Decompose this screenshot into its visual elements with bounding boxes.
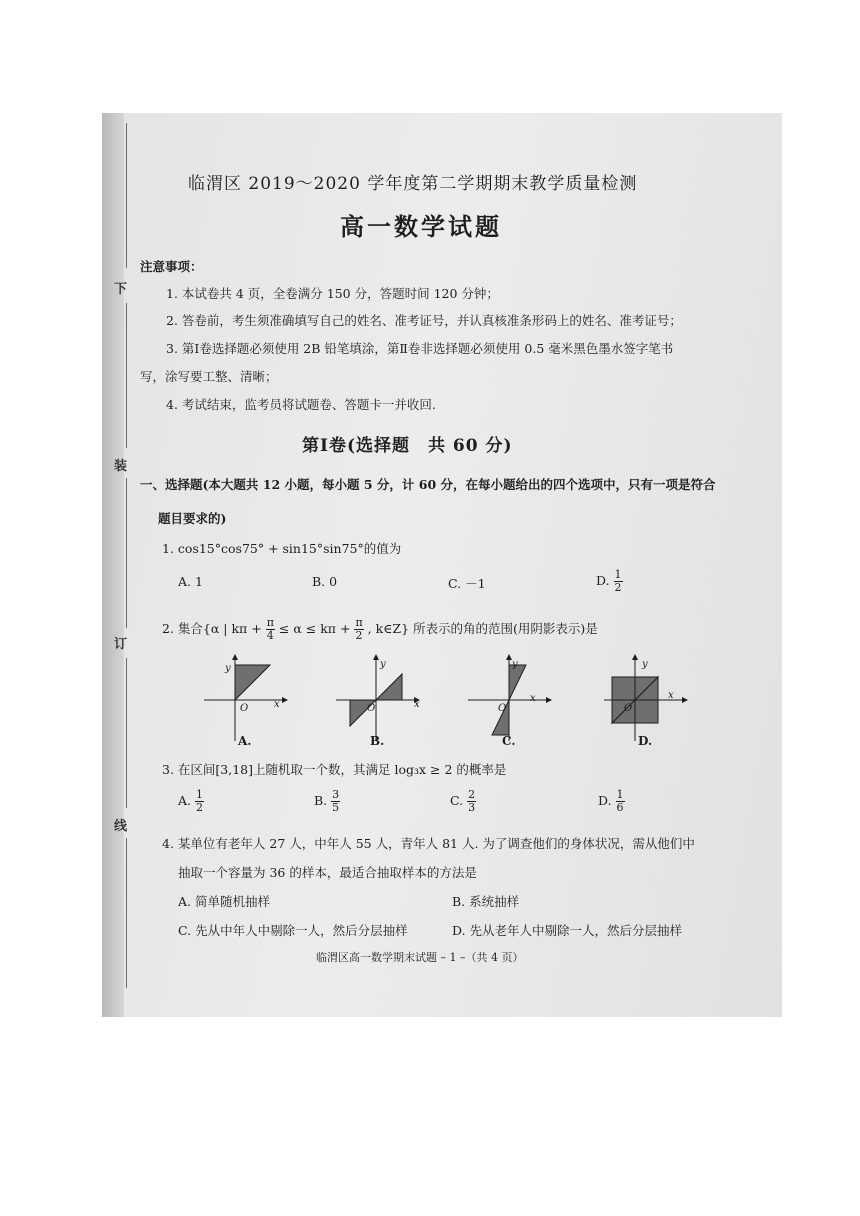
shaded-region <box>376 674 402 700</box>
note-item: 4. 考试结束，监考员将试题卷、答题卡一并收回. <box>166 397 436 412</box>
exam-title: 临渭区 2019～2020 学年度第二学期期末教学质量检测 <box>188 174 638 194</box>
question-1-stem: 1. cos15°cos75° + sin15°sin75°的值为 <box>162 541 402 556</box>
q3-option-a <box>178 789 204 814</box>
question-2-stem <box>162 617 598 642</box>
fraction-denominator: 4 <box>266 629 274 642</box>
x-axis-arrow <box>282 697 288 703</box>
x-axis-arrow <box>546 697 552 703</box>
q3-option-d <box>598 789 625 814</box>
q2-graph-a <box>202 653 292 743</box>
binding-line-segment <box>126 658 127 808</box>
graph-label-a: A. <box>238 734 252 748</box>
question-4-stem-continued: 抽取一个容量为 36 的样本，最适合抽取样本的方法是 <box>178 865 477 880</box>
option-prefix: B. <box>314 793 328 808</box>
graph-label-d: D. <box>638 734 653 748</box>
q2-graph-c <box>466 653 556 743</box>
option-fraction <box>331 789 340 814</box>
option-fraction <box>616 789 625 814</box>
q2-stem-suffix: , k∈Z} 所表示的角的范围(用阴影表示)是 <box>367 621 598 636</box>
q1-option-c: C. －1 <box>448 576 486 591</box>
binding-margin <box>102 113 124 1017</box>
q4-option-c: C. 先从中年人中剔除一人，然后分层抽样 <box>178 923 408 938</box>
q2-fraction-1 <box>266 617 275 642</box>
shaded-region <box>235 665 270 700</box>
binding-line-segment <box>126 838 127 988</box>
q3-option-b <box>314 789 340 814</box>
q2-graph-d <box>602 653 694 745</box>
fraction-denominator: 5 <box>332 801 340 814</box>
note-item: 3. 第Ⅰ卷选择题必须使用 2B 铅笔填涂，第Ⅱ卷非选择题必须使用 0.5 毫米黑色墨水签字笔书 <box>166 341 674 356</box>
fraction-denominator: 2 <box>196 801 203 814</box>
section-intro: 一、选择题(本大题共 12 小题，每小题 5 分，计 60 分，在每小题给出的四个选项中，只有一项是符合 <box>140 477 716 492</box>
origin-label: O <box>498 703 507 714</box>
x-axis-arrow <box>682 697 688 703</box>
paper-title: 高一数学试题 <box>340 212 502 241</box>
note-item: 2. 答卷前，考生须准确填写自己的姓名、准考证号，并认真核准条形码上的姓名、准考证号； <box>166 313 682 328</box>
fraction-numerator: 3 <box>332 788 340 801</box>
q3-option-c <box>450 789 476 814</box>
q4-option-b: B. 系统抽样 <box>452 894 520 909</box>
option-fraction <box>195 789 204 814</box>
fraction-denominator: 2 <box>355 629 363 642</box>
q2-stem-prefix: 2. 集合{α | kπ + <box>162 621 262 636</box>
axis-x-label: x <box>530 693 536 704</box>
fraction-numerator: π <box>355 616 363 629</box>
q1-option-d-prefix: D. <box>596 573 610 588</box>
y-axis-arrow <box>373 654 379 660</box>
section-intro-continued: 题目要求的) <box>158 511 227 526</box>
option-prefix: D. <box>598 793 612 808</box>
note-item-continued: 写，涂写要工整、清晰； <box>140 369 278 384</box>
axis-y-label: y <box>225 663 231 674</box>
fraction-numerator: 1 <box>614 568 622 581</box>
axis-x-label: x <box>274 699 280 710</box>
question-4-stem: 4. 某单位有老年人 27 人，中年人 55 人，青年人 81 人. 为了调查他们的身体状况，需从他们中 <box>162 836 695 851</box>
q4-option-a: A. 简单随机抽样 <box>178 894 270 909</box>
y-axis-arrow <box>632 654 638 660</box>
shaded-region <box>509 665 526 700</box>
graph-label-c: C. <box>502 734 516 748</box>
axis-x-label: x <box>414 699 420 710</box>
option-fraction <box>467 789 476 814</box>
exam-photo <box>102 113 782 1017</box>
q4-option-d: D. 先从老年人中剔除一人，然后分层抽样 <box>452 923 683 938</box>
option-prefix: C. <box>450 793 464 808</box>
fraction-denominator: 2 <box>614 581 622 594</box>
axis-y-label: y <box>380 659 386 670</box>
fraction-numerator: 1 <box>196 788 203 801</box>
fraction-numerator: π <box>266 616 274 629</box>
fraction-numerator: 2 <box>468 788 476 801</box>
binding-line-segment <box>126 478 127 628</box>
y-axis-arrow <box>232 654 238 660</box>
q1-option-d-fraction <box>614 569 623 594</box>
axis-y-label: y <box>512 659 518 670</box>
option-prefix: A. <box>178 793 192 808</box>
origin-label: O <box>624 703 633 714</box>
question-3-stem: 3. 在区间[3,18]上随机取一个数，其满足 log₃x ≥ 2 的概率是 <box>162 762 507 777</box>
section-title: 第Ⅰ卷(选择题 共 60 分) <box>302 436 513 456</box>
graph-label-b: B. <box>370 734 385 748</box>
fraction-denominator: 3 <box>468 801 476 814</box>
q1-option-d <box>596 569 623 594</box>
q2-graph-b <box>334 653 424 743</box>
notes-heading: 注意事项： <box>140 259 203 274</box>
note-item: 1. 本试卷共 4 页，全卷满分 150 分，答题时间 120 分钟； <box>166 286 499 301</box>
fraction-denominator: 6 <box>616 801 624 814</box>
margin-mark-xia: 下 <box>114 282 128 297</box>
binding-line-segment <box>126 303 127 448</box>
axis-y-label: y <box>642 659 648 670</box>
q1-option-b: B. 0 <box>312 574 338 589</box>
axis-x-label: x <box>668 690 674 701</box>
origin-label: O <box>240 703 249 714</box>
margin-mark-zhuang: 装 <box>114 459 128 474</box>
margin-mark-xian: 线 <box>114 819 128 834</box>
q2-fraction-2 <box>354 617 363 642</box>
margin-mark-ding: 订 <box>114 637 128 652</box>
page-footer: 临渭区高一数学期末试题 – 1 –（共 4 页） <box>316 951 524 964</box>
fraction-numerator: 1 <box>616 788 624 801</box>
origin-label: O <box>367 703 376 714</box>
q1-option-a: A. 1 <box>178 574 203 589</box>
binding-line-segment <box>126 123 127 268</box>
q2-stem-middle: ≤ α ≤ kπ + <box>278 621 351 636</box>
